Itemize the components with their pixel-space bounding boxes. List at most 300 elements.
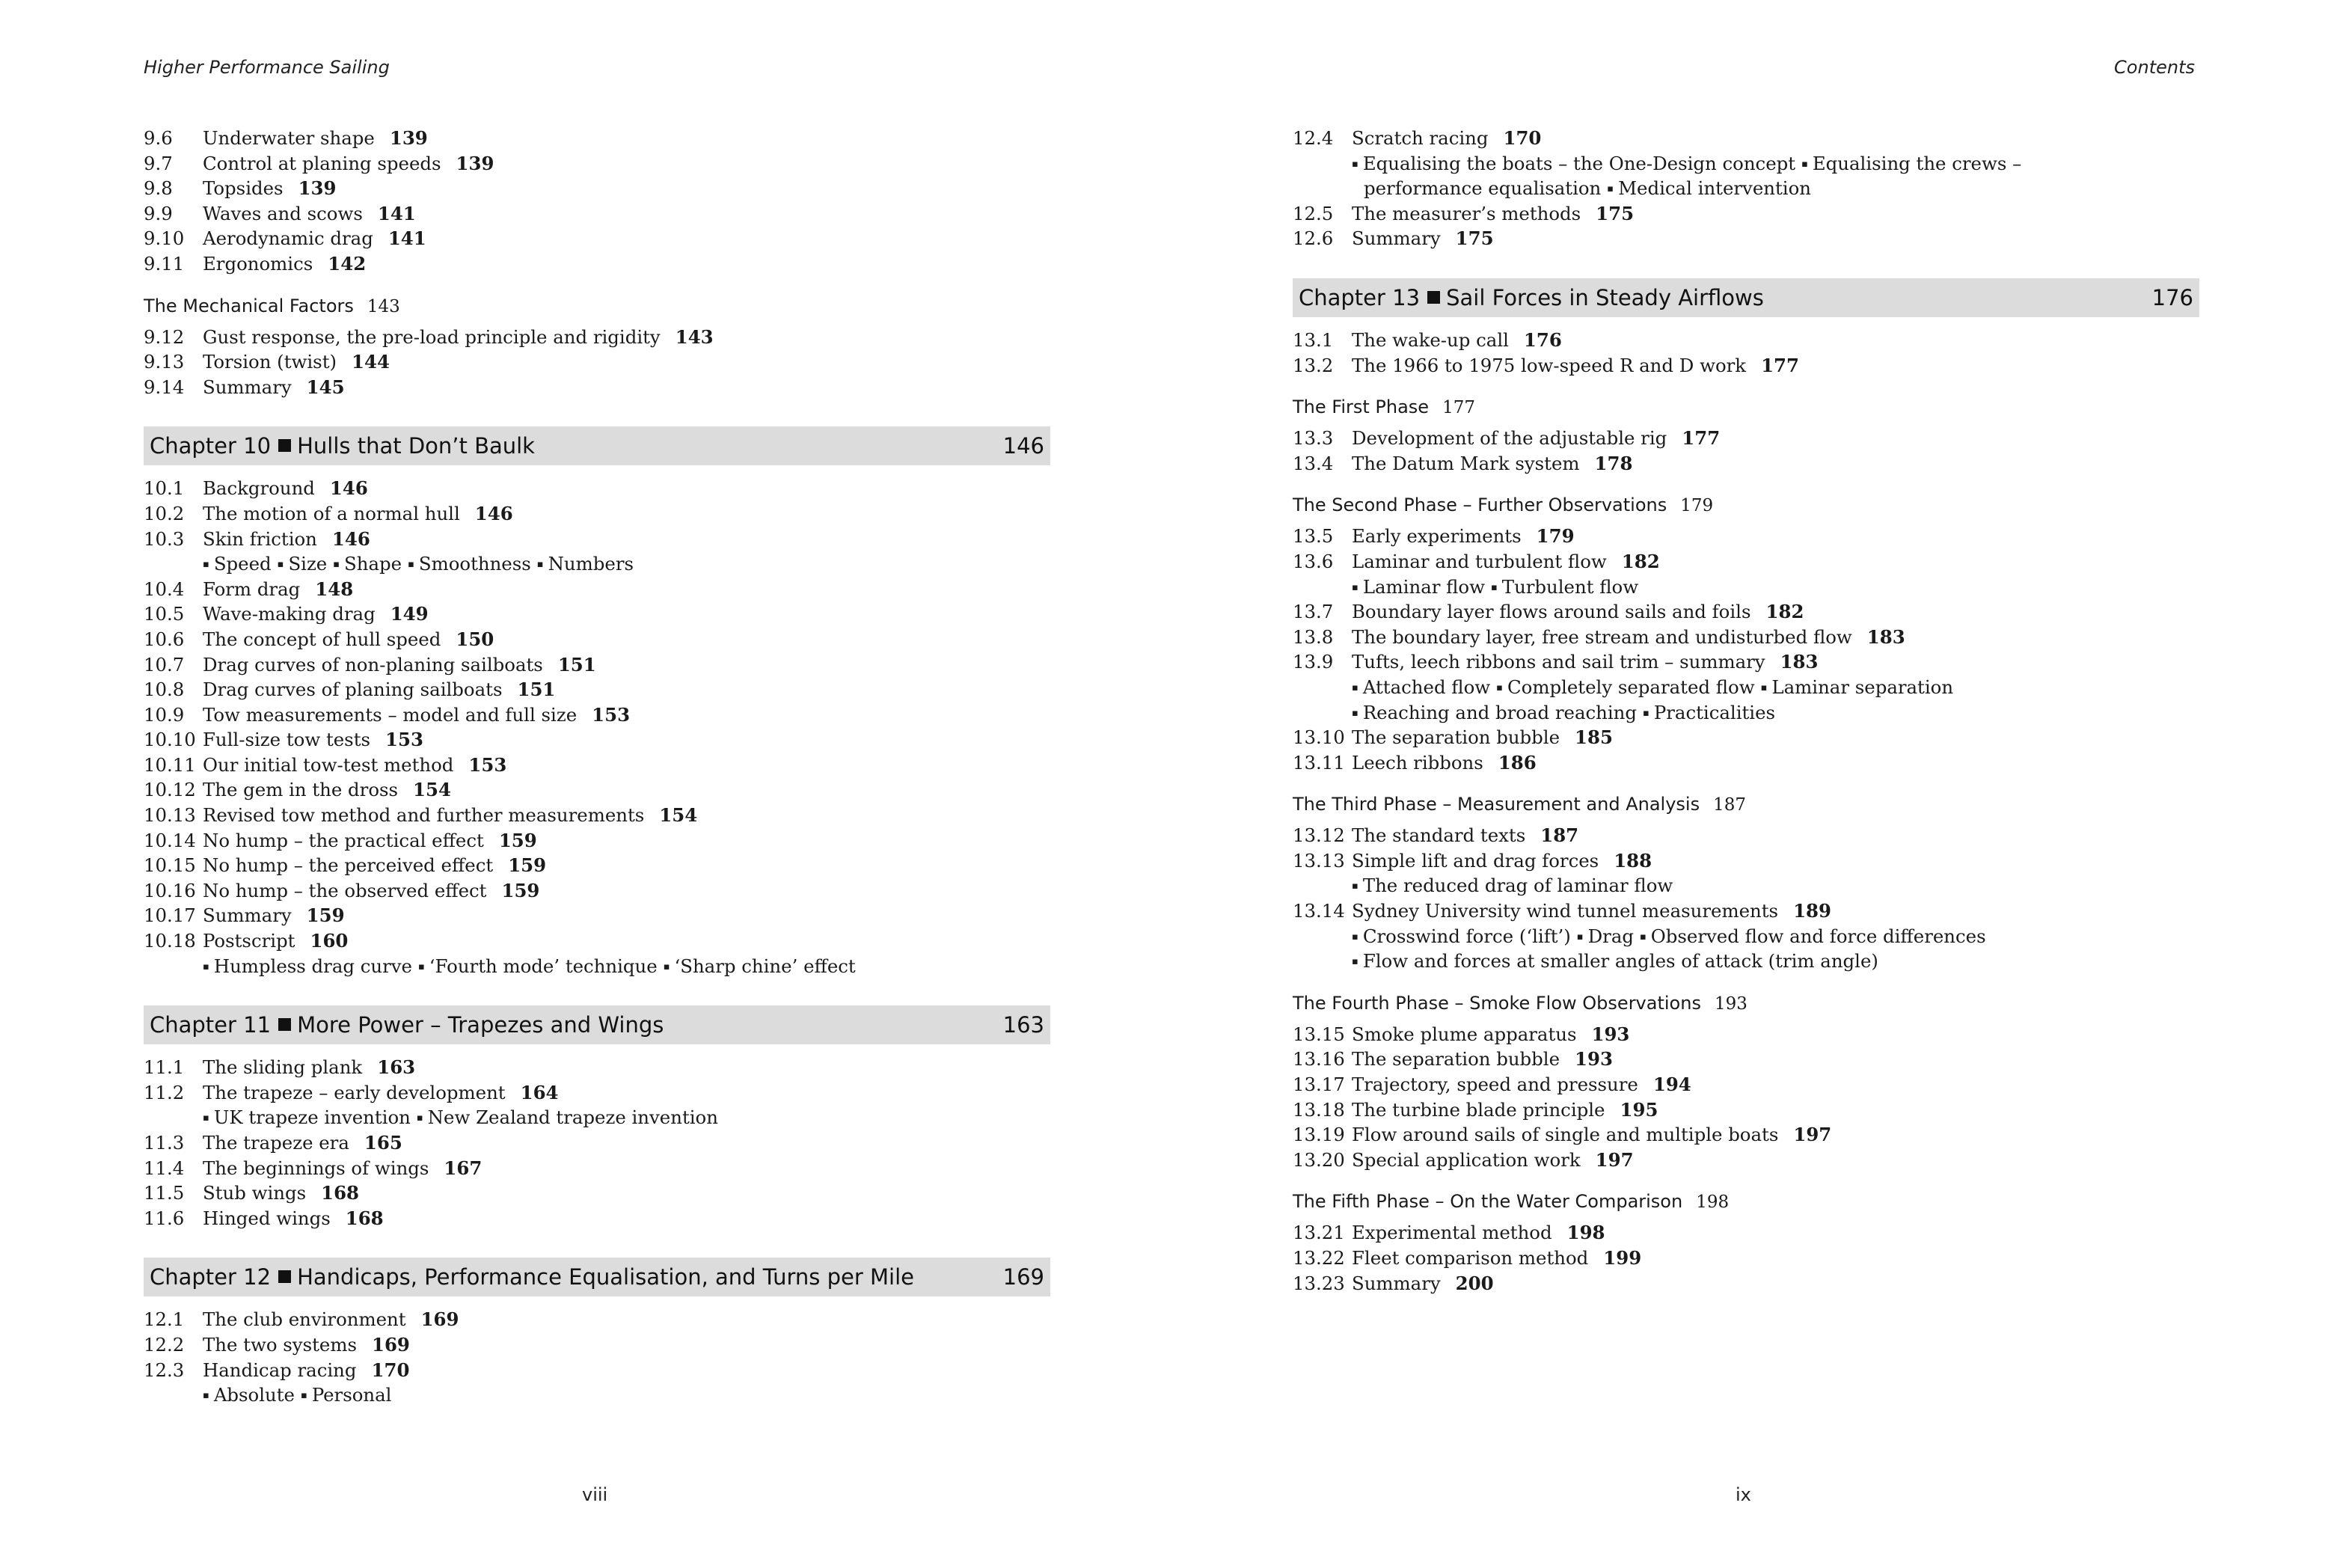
toc-entry [1293, 126, 2199, 151]
section-number: 11.4 [144, 1157, 185, 1179]
page-ref: 185 [1575, 726, 1613, 749]
entry-title: Sydney University wind tunnel measurements [1352, 900, 1779, 922]
section-number: 13.13 [1293, 849, 1345, 872]
page-ref: 200 [1455, 1272, 1494, 1294]
bullet-icon: ▪ [1639, 931, 1647, 943]
subtopic-text: Flow and forces at smaller angles of attack (trim angle) [1362, 950, 1878, 973]
part-title: The Fifth Phase – On the Water Comparison [1293, 1191, 1683, 1213]
section-number: 10.17 [144, 904, 196, 927]
section-number: 13.9 [1293, 651, 1334, 673]
section-number: 9.11 [144, 252, 185, 275]
entry-title: The club environment [203, 1308, 406, 1331]
entry-title: Revised tow method and further measurements [203, 804, 645, 827]
section-number: 10.13 [144, 804, 196, 827]
entry-title: Waves and scows [203, 202, 363, 224]
section-number: 10.15 [144, 854, 196, 877]
section-number: 13.23 [1293, 1272, 1345, 1294]
section-number: 13.21 [1293, 1222, 1345, 1244]
page-ref: 195 [1620, 1098, 1658, 1121]
bullet-icon: ▪ [1607, 183, 1614, 195]
chapter-heading-text [1299, 285, 1764, 310]
square-bullet-icon [1427, 291, 1440, 304]
toc-entry [144, 702, 1050, 728]
page-ref: 154 [659, 804, 698, 827]
page-ref: 165 [364, 1132, 402, 1154]
bullet-icon: ▪ [1643, 707, 1649, 719]
toc-entry [1293, 451, 2199, 477]
subtopic-text: Shape [344, 553, 402, 575]
entry-title: Experimental method [1352, 1222, 1552, 1244]
section-number: 10.9 [144, 703, 185, 726]
subtopic-list [1293, 924, 2199, 949]
toc-content [1293, 126, 2199, 1296]
toc-entry [144, 176, 1050, 201]
subtopic-text: Practicalities [1653, 701, 1776, 723]
toc-entry [144, 1130, 1050, 1156]
entry-title: Development of the adjustable rig [1352, 427, 1667, 450]
page-ref: 182 [1765, 601, 1804, 623]
bullet-icon: ▪ [417, 961, 425, 973]
page-ref: 153 [385, 729, 423, 751]
square-bullet-icon [278, 1270, 291, 1283]
page-ref: 169 [371, 1333, 410, 1356]
bullet-icon: ▪ [408, 559, 414, 571]
toc-entry [144, 828, 1050, 854]
entry-title: Background [203, 477, 315, 500]
page-ref: 159 [508, 854, 547, 877]
section-number: 12.4 [1293, 127, 1334, 149]
toc-entry [144, 577, 1050, 602]
chapter-page: 169 [1002, 1264, 1044, 1290]
subtopic-text: Smoothness [418, 553, 531, 575]
toc-entry [144, 627, 1050, 652]
bullet-icon: ▪ [333, 559, 340, 571]
toc-entry [144, 1332, 1050, 1358]
section-number: 13.11 [1293, 751, 1345, 774]
page-number: ix [1736, 1484, 1751, 1505]
page-ref: 179 [1536, 525, 1575, 548]
toc-entry [144, 476, 1050, 501]
subtopic-text: Numbers [548, 553, 634, 575]
page-ref: 151 [557, 653, 596, 676]
section-number: 9.8 [144, 177, 173, 200]
page-ref: 188 [1614, 849, 1652, 872]
section-number: 13.22 [1293, 1247, 1345, 1269]
section-number: 13.20 [1293, 1148, 1345, 1171]
part-heading [1293, 394, 2199, 420]
subtopic-list [1293, 151, 2199, 177]
page-ref: 169 [420, 1308, 459, 1331]
part-title: The Second Phase – Further Observations [1293, 494, 1667, 516]
section-number: 10.6 [144, 628, 185, 650]
toc-entry [1293, 823, 2199, 848]
part-title: The Third Phase – Measurement and Analysis [1293, 794, 1700, 815]
chapter-heading-text [150, 1264, 914, 1290]
entry-title: No hump – the perceived effect [203, 854, 494, 877]
entry-title: The standard texts [1352, 824, 1526, 847]
entry-title: Fleet comparison method [1352, 1247, 1589, 1269]
section-number: 10.16 [144, 879, 196, 901]
entry-title: The beginnings of wings [203, 1157, 429, 1179]
toc-entry [1293, 725, 2199, 750]
page-ref: 198 [1566, 1222, 1605, 1244]
section-number: 13.8 [1293, 625, 1334, 648]
section-number: 11.3 [144, 1132, 185, 1154]
subtopic-list [1293, 949, 2199, 974]
subtopic-text: Crosswind force (‘lift’) [1362, 925, 1571, 947]
toc-entry [1293, 1122, 2199, 1148]
part-title: The Mechanical Factors [144, 295, 354, 316]
section-number: 13.1 [1293, 328, 1334, 351]
entry-title: Our initial tow-test method [203, 753, 454, 776]
toc-entry [1293, 426, 2199, 451]
entry-title: Ergonomics [203, 252, 313, 275]
section-number: 13.16 [1293, 1048, 1345, 1071]
toc-entry [144, 126, 1050, 151]
toc-entry [1293, 848, 2199, 874]
toc-entry [144, 677, 1050, 702]
entry-title: No hump – the observed effect [203, 879, 487, 901]
chapter-label: Chapter 11 [150, 1012, 272, 1038]
page-ref: 139 [298, 177, 337, 200]
bullet-icon: ▪ [1490, 581, 1498, 593]
entry-title: The separation bubble [1352, 1048, 1560, 1071]
entry-title: Control at planing speeds [203, 152, 441, 174]
page-number: viii [582, 1484, 608, 1505]
part-heading [1293, 791, 2199, 817]
entry-title: The measurer’s methods [1352, 202, 1581, 224]
page-ref: 179 [1680, 496, 1714, 516]
running-head: Contents [2114, 57, 2195, 78]
toc-entry [1293, 201, 2199, 227]
page-ref: 139 [456, 152, 494, 174]
section-number: 9.14 [144, 376, 185, 398]
toc-entry [144, 652, 1050, 678]
toc-entry [144, 349, 1050, 375]
bullet-icon: ▪ [536, 559, 544, 571]
section-number: 13.6 [1293, 550, 1334, 572]
toc-entry [144, 853, 1050, 878]
subtopic-text: Absolute [213, 1384, 295, 1406]
bullet-icon: ▪ [1352, 956, 1358, 968]
entry-title: Postscript [203, 930, 295, 952]
toc-entry [144, 151, 1050, 177]
section-number: 9.9 [144, 202, 173, 224]
chapter-heading [144, 426, 1050, 465]
subtopic-text: ‘Fourth mode’ technique [429, 955, 658, 977]
section-number: 10.1 [144, 477, 185, 500]
subtopic-text: Laminar flow [1362, 575, 1485, 598]
entry-title: Summary [203, 904, 292, 927]
page-ref: 146 [329, 477, 368, 500]
bullet-icon: ▪ [1576, 931, 1584, 943]
page-ref: 159 [501, 879, 540, 901]
subtopic-list [1293, 176, 2199, 201]
entry-title: Hinged wings [203, 1207, 331, 1229]
subtopic-text: ‘Sharp chine’ effect [674, 955, 856, 977]
chapter-heading [144, 1005, 1050, 1044]
toc-entry [144, 903, 1050, 928]
entry-title: Drag curves of non-planing sailboats [203, 653, 543, 676]
chapter-page: 176 [2151, 284, 2193, 310]
entry-title: Tow measurements – model and full size [203, 703, 578, 726]
chapter-title: More Power – Trapezes and Wings [297, 1012, 664, 1038]
subtopic-text: Equalising the boats – the One-Design concept [1362, 152, 1796, 174]
subtopic-text: Speed [213, 553, 272, 575]
section-number: 9.10 [144, 227, 185, 250]
toc-entry [1293, 1148, 2199, 1173]
section-number: 12.3 [144, 1359, 185, 1381]
page-ref: 189 [1793, 900, 1831, 922]
page-ref: 186 [1498, 751, 1537, 774]
bullet-icon: ▪ [1352, 707, 1358, 719]
chapter-heading-text [150, 433, 535, 459]
entry-title: The concept of hull speed [203, 628, 441, 650]
page-ref: 197 [1595, 1148, 1634, 1171]
section-number: 10.14 [144, 829, 196, 851]
entry-title: The two systems [203, 1333, 357, 1356]
page-ref: 193 [1575, 1048, 1613, 1071]
page-ref: 143 [367, 296, 400, 316]
section-number: 11.2 [144, 1081, 185, 1103]
section-number: 13.4 [1293, 452, 1334, 474]
subtopic-text: Reaching and broad reaching [1362, 701, 1638, 723]
section-number: 13.5 [1293, 525, 1334, 548]
toc-entry [144, 375, 1050, 400]
chapter-page: 146 [1002, 433, 1044, 459]
page-ref: 187 [1713, 795, 1746, 815]
subtopic-list [144, 1105, 1050, 1130]
page-ref: 182 [1621, 550, 1660, 572]
section-number: 10.11 [144, 753, 196, 776]
chapter-heading [144, 1258, 1050, 1296]
bullet-icon: ▪ [1801, 158, 1808, 170]
toc-entry [1293, 750, 2199, 776]
page-ref: 193 [1714, 993, 1747, 1014]
part-heading [1293, 492, 2199, 518]
page-ref: 146 [331, 527, 370, 550]
toc-entry [144, 251, 1050, 277]
bullet-icon: ▪ [1352, 682, 1358, 693]
toc-entry [144, 928, 1050, 954]
subtopic-text: Laminar separation [1771, 676, 1954, 698]
bullet-icon: ▪ [1352, 581, 1358, 593]
page-ref: 164 [520, 1081, 559, 1103]
toc-entry [1293, 625, 2199, 650]
page-ref: 197 [1793, 1124, 1832, 1146]
section-number: 13.10 [1293, 726, 1345, 749]
chapter-page: 163 [1002, 1012, 1044, 1038]
toc-entry [1293, 649, 2199, 675]
subtopic-list [1293, 675, 2199, 700]
page-ref: 153 [592, 703, 631, 726]
page-ref: 146 [474, 502, 513, 524]
entry-title: Boundary layer flows around sails and foils [1352, 601, 1751, 623]
subtopic-text: Personal [311, 1384, 392, 1406]
section-number: 13.14 [1293, 900, 1345, 922]
bullet-icon: ▪ [1352, 881, 1358, 892]
page-ref: 183 [1866, 625, 1905, 648]
page-ref: 170 [371, 1359, 410, 1381]
entry-title: Simple lift and drag forces [1352, 849, 1599, 872]
toc-entry [144, 1080, 1050, 1106]
page-ref: 193 [1591, 1023, 1630, 1045]
section-number: 10.18 [144, 930, 196, 952]
page-ref: 175 [1455, 227, 1494, 250]
right-page [1164, 0, 2328, 1568]
square-bullet-icon [278, 439, 291, 452]
section-number: 11.6 [144, 1207, 185, 1229]
section-number: 13.2 [1293, 354, 1334, 376]
page-ref: 154 [413, 779, 451, 801]
subtopic-text: Equalising the crews – [1812, 152, 2022, 174]
page-ref: 142 [328, 252, 367, 275]
entry-title: The Datum Mark system [1352, 452, 1580, 474]
subtopic-text: Medical intervention [1618, 177, 1811, 200]
subtopic-text: performance equalisation [1364, 177, 1602, 200]
entry-title: The gem in the dross [203, 779, 399, 801]
subtopic-text: Observed flow and force differences [1650, 925, 1986, 947]
bullet-icon: ▪ [277, 559, 284, 571]
entry-title: Special application work [1352, 1148, 1581, 1171]
section-number: 10.3 [144, 527, 185, 550]
page-ref: 177 [1682, 427, 1721, 450]
part-title: The First Phase [1293, 396, 1430, 418]
running-head: Higher Performance Sailing [144, 57, 390, 78]
entry-title: Tufts, leech ribbons and sail trim – summary [1352, 651, 1765, 673]
page-ref: 151 [517, 679, 556, 701]
entry-title: Smoke plume apparatus [1352, 1023, 1577, 1045]
toc-entry [1293, 1072, 2199, 1097]
bullet-icon: ▪ [663, 961, 670, 973]
entry-title: Drag curves of planing sailboats [203, 679, 503, 701]
toc-entry [144, 325, 1050, 350]
bullet-icon: ▪ [203, 1112, 209, 1124]
subtopic-text: The reduced drag of laminar flow [1362, 875, 1673, 897]
toc-entry [144, 727, 1050, 753]
page-ref: 150 [456, 628, 494, 650]
entry-title: Aerodynamic drag [203, 227, 373, 250]
section-number: 12.5 [1293, 202, 1334, 224]
section-number: 10.4 [144, 578, 185, 600]
page-ref: 168 [321, 1182, 360, 1204]
entry-title: Torsion (twist) [203, 351, 337, 373]
chapter-title: Handicaps, Performance Equalisation, and Turns per Mile [297, 1264, 914, 1290]
section-number: 13.18 [1293, 1098, 1345, 1121]
bullet-icon: ▪ [1496, 682, 1503, 693]
section-number: 13.12 [1293, 824, 1345, 847]
entry-title: The 1966 to 1975 low-speed R and D work [1352, 354, 1747, 376]
page-ref: 168 [345, 1207, 384, 1229]
toc-entry [144, 1156, 1050, 1181]
entry-title: Trajectory, speed and pressure [1352, 1074, 1638, 1096]
section-number: 13.17 [1293, 1074, 1345, 1096]
page-ref: 160 [310, 930, 349, 952]
square-bullet-icon [278, 1018, 291, 1031]
entry-title: Underwater shape [203, 127, 375, 149]
bullet-icon: ▪ [1760, 682, 1768, 693]
part-title: The Fourth Phase – Smoke Flow Observations [1293, 992, 1701, 1014]
entry-title: Form drag [203, 578, 301, 600]
entry-title: Summary [1352, 1272, 1441, 1294]
bullet-icon: ▪ [203, 1390, 209, 1402]
toc-entry [144, 1180, 1050, 1206]
entry-title: Flow around sails of single and multiple boats [1352, 1124, 1779, 1146]
toc-entry [1293, 898, 2199, 924]
page-ref: 148 [315, 578, 354, 600]
page-ref: 183 [1780, 651, 1819, 673]
bullet-icon: ▪ [203, 559, 209, 571]
entry-title: Gust response, the pre-load principle and rigidity [203, 325, 661, 348]
entry-title: Stub wings [203, 1182, 307, 1204]
section-number: 13.7 [1293, 601, 1334, 623]
toc-entry [1293, 1097, 2199, 1123]
chapter-heading-text [150, 1012, 664, 1038]
toc-entry [1293, 549, 2199, 575]
toc-entry [144, 527, 1050, 552]
subtopic-text: Attached flow [1362, 676, 1491, 698]
chapter-label: Chapter 12 [150, 1264, 272, 1290]
toc-entry [144, 501, 1050, 527]
section-number: 10.8 [144, 679, 185, 701]
subtopic-text: Completely separated flow [1507, 676, 1755, 698]
section-number: 9.6 [144, 127, 173, 149]
toc-entry [144, 226, 1050, 251]
section-number: 13.15 [1293, 1023, 1345, 1045]
entry-title: The separation bubble [1352, 726, 1560, 749]
section-number: 13.19 [1293, 1124, 1345, 1146]
section-number: 10.5 [144, 603, 185, 625]
page-ref: 178 [1594, 452, 1633, 474]
section-number: 12.6 [1293, 227, 1334, 250]
toc-entry [1293, 226, 2199, 251]
entry-title: Handicap racing [203, 1359, 357, 1381]
toc-entry [144, 878, 1050, 904]
section-number: 11.1 [144, 1056, 185, 1079]
entry-title: Topsides [203, 177, 284, 200]
subtopic-list [144, 551, 1050, 577]
toc-entry [144, 201, 1050, 227]
entry-title: Scratch racing [1352, 127, 1489, 149]
entry-title: Leech ribbons [1352, 751, 1483, 774]
bullet-icon: ▪ [1352, 158, 1358, 170]
page-ref: 139 [389, 127, 428, 149]
entry-title: The motion of a normal hull [203, 502, 460, 524]
section-number: 12.1 [144, 1308, 185, 1331]
page-ref: 159 [306, 904, 345, 927]
toc-entry [144, 803, 1050, 828]
page-ref: 199 [1603, 1247, 1642, 1269]
toc-entry [144, 1206, 1050, 1231]
page-ref: 144 [352, 351, 390, 373]
page-ref: 176 [1523, 328, 1562, 351]
page-ref: 163 [377, 1056, 416, 1079]
subtopic-list [1293, 873, 2199, 898]
entry-title: No hump – the practical effect [203, 829, 484, 851]
page-ref: 167 [444, 1157, 483, 1179]
entry-title: The wake-up call [1352, 328, 1509, 351]
section-number: 9.13 [144, 351, 185, 373]
toc-entry [1293, 1271, 2199, 1296]
page-ref: 177 [1761, 354, 1799, 376]
part-heading [1293, 990, 2199, 1016]
section-number: 10.2 [144, 502, 185, 524]
subtopic-list [1293, 700, 2199, 726]
toc-entry [144, 777, 1050, 803]
page-ref: 198 [1696, 1192, 1730, 1213]
entry-title: Summary [1352, 227, 1441, 250]
subtopic-text: Size [288, 553, 328, 575]
